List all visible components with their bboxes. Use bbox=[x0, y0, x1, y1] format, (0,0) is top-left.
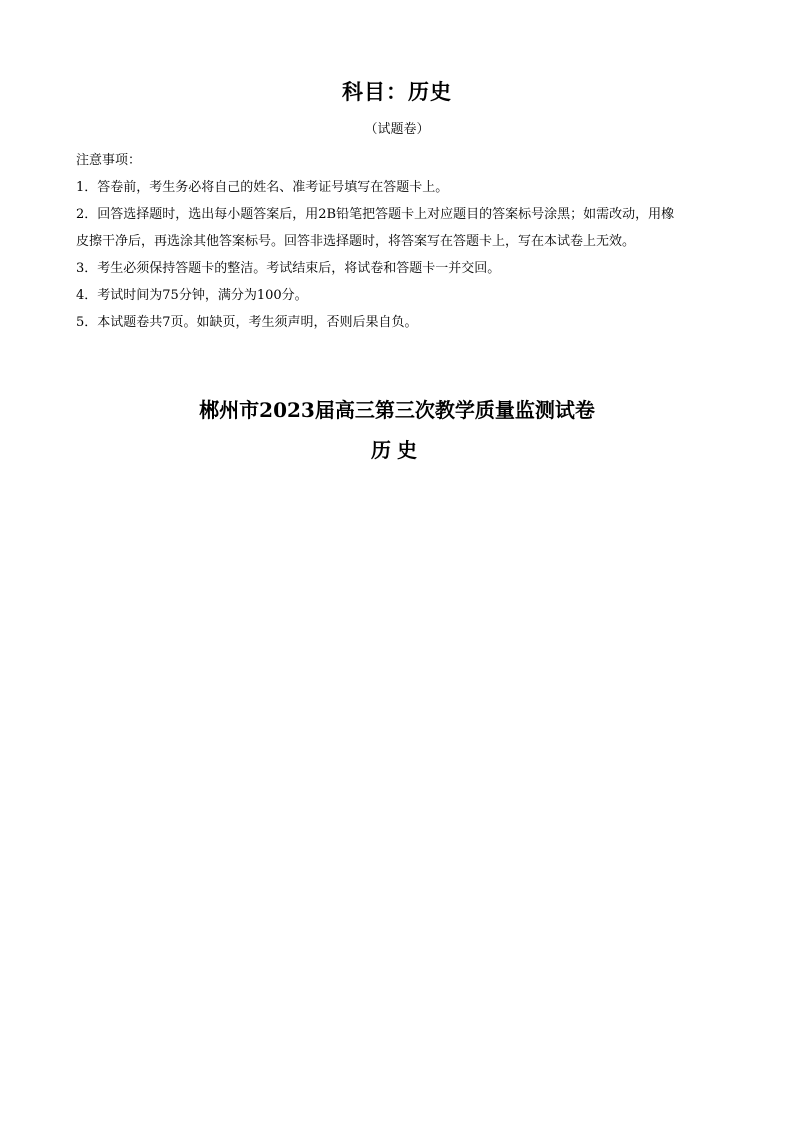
exam-title: 郴州市2023届高三第三次教学质量监测试卷 bbox=[199, 398, 595, 422]
exam-subject: 历史 bbox=[371, 438, 423, 462]
subject-title: 科目：历史 bbox=[342, 79, 452, 104]
notice-item: 1．答卷前，考生务必将自己的姓名、准考证号填写在答题卡上。 bbox=[76, 180, 449, 195]
notice-item: 4．考试时间为75分钟，满分为100分。 bbox=[76, 288, 308, 303]
paper-type-label: （试题卷） bbox=[364, 122, 430, 137]
notice-item: 3．考生必须保持答题卡的整洁。考试结束后，将试卷和答题卡一并交回。 bbox=[76, 261, 501, 276]
notice-heading: 注意事项： bbox=[76, 153, 142, 168]
notice-item: 2．回答选择题时，选出每小题答案后，用2B铅笔把答题卡上对应题目的答案标号涂黑；如需改动，用橡 bbox=[76, 207, 675, 222]
notice-item: 5．本试题卷共7页。如缺页，考生须声明，否则后果自负。 bbox=[76, 315, 418, 330]
notice-item: 皮擦干净后，再选涂其他答案标号。回答非选择题时，将答案写在答题卡上，写在本试卷上无效。 bbox=[76, 234, 636, 249]
notice-section bbox=[76, 147, 726, 336]
